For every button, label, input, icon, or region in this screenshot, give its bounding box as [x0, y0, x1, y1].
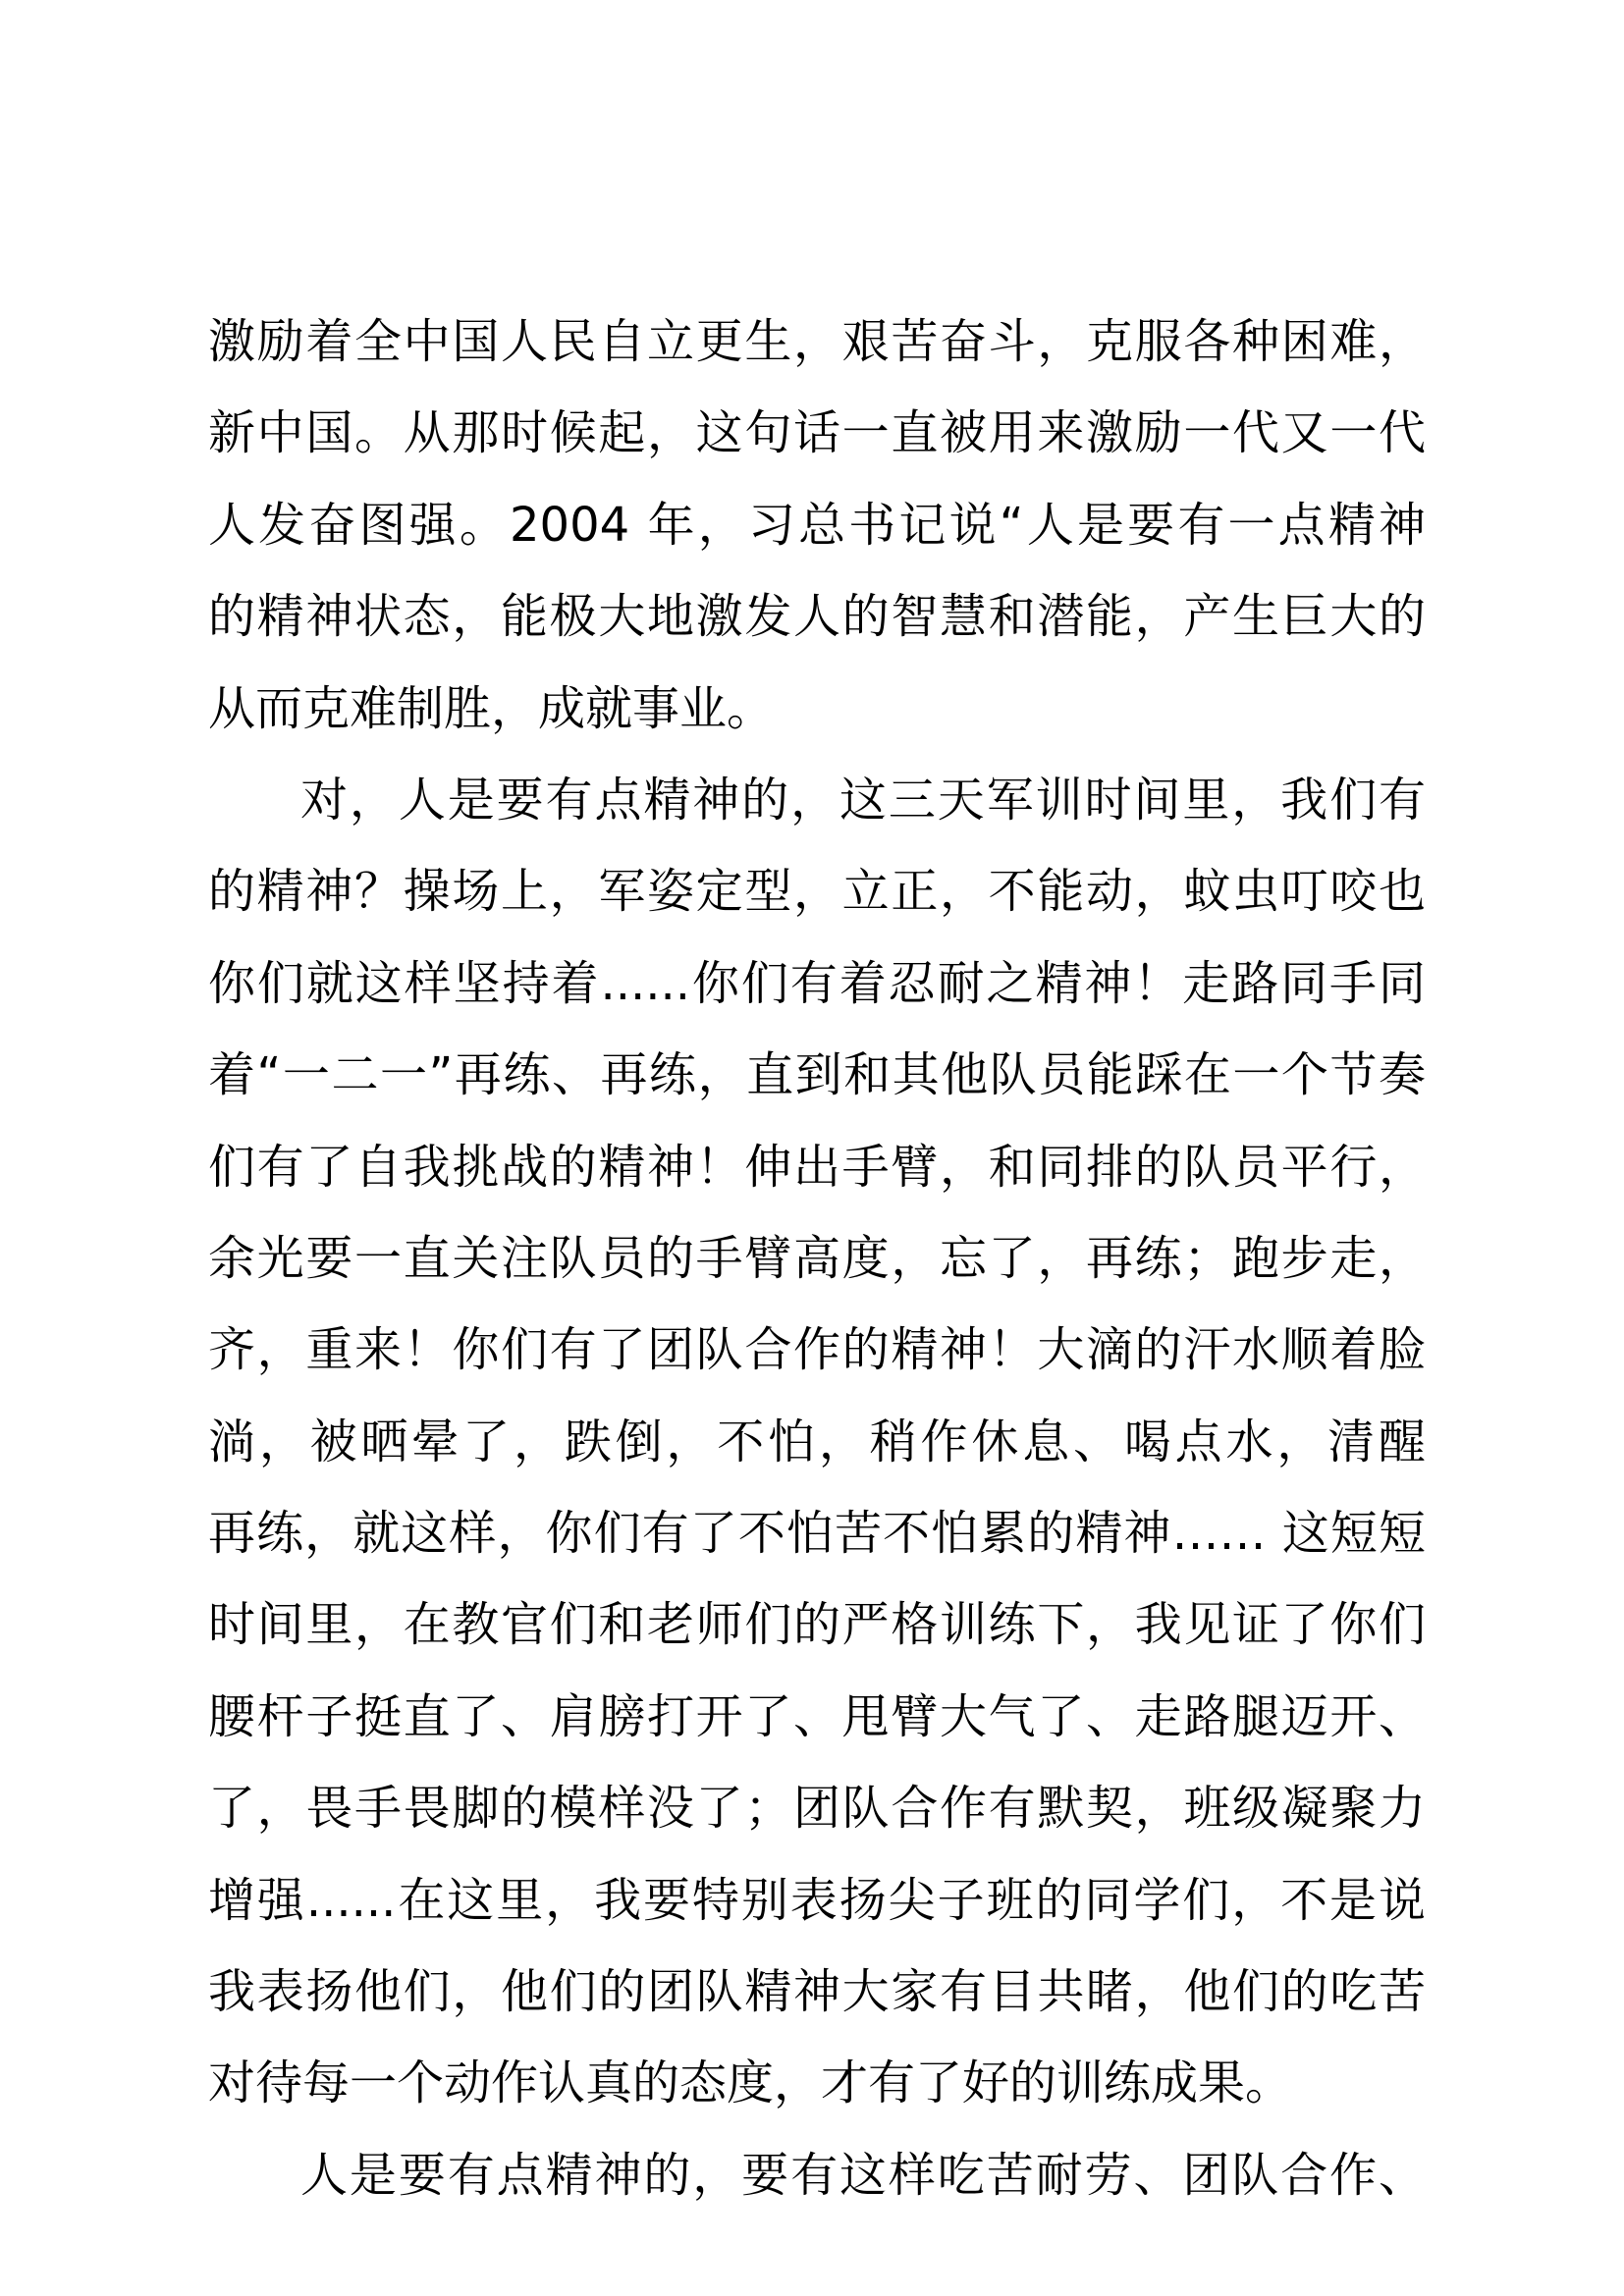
- text-line: 腰杆子挺直了、肩膀打开了、甩臂大气了、走路腿迈开、: [208, 1688, 1426, 1744]
- text-line: 淌，被晒晕了，跌倒，不怕，稍作休息、喝点水，清醒: [208, 1414, 1426, 1469]
- text-line: 了，畏手畏脚的模样没了；团队合作有默契，班级凝聚力: [208, 1781, 1426, 1837]
- text-line: 新中国。从那时候起，这句话一直被用来激励一代又一代: [208, 405, 1426, 461]
- body-text: [208, 296, 1426, 2221]
- text-line: 人发奋图强。2004 年，习总书记说“人是要有一点精神: [208, 497, 1426, 553]
- text-line: 从而克难制胜，成就事业。: [208, 680, 775, 736]
- text-line: 你们就这样坚持着......你们有着忍耐之精神！走路同手同: [208, 955, 1426, 1011]
- text-line: 时间里，在教官们和老师们的严格训练下，我见证了你们: [208, 1597, 1426, 1653]
- text-line: 的精神状态，能极大地激发人的智慧和潜能，产生巨大的: [208, 589, 1426, 645]
- text-line: 激励着全中国人民自立更生，艰苦奋斗，克服各种困难，: [208, 314, 1426, 369]
- text-line: 我表扬他们，他们的团队精神大家有目共睹，他们的吃苦: [208, 1964, 1426, 2020]
- text-line: 余光要一直关注队员的手臂高度，忘了，再练；跑步走，: [208, 1230, 1426, 1286]
- text-line: 齐，重来！你们有了团队合作的精神！大滴的汗水顺着脸: [208, 1322, 1426, 1378]
- text-line: 对待每一个动作认真的态度，才有了好的训练成果。: [208, 2056, 1293, 2111]
- text-line: 着“一二一”再练、再练，直到和其他队员能踩在一个节奏: [208, 1047, 1426, 1103]
- text-line: 增强......在这里，我要特别表扬尖子班的同学们，不是说: [208, 1872, 1426, 1928]
- text-line: 对，人是要有点精神的，这三天军训时间里，我们有: [300, 772, 1426, 828]
- text-line: 的精神？操场上，军姿定型，立正，不能动，蚊虫叮咬也: [208, 864, 1426, 920]
- text-line: 再练，就这样，你们有了不怕苦不怕累的精神…… 这短短: [208, 1506, 1426, 1562]
- text-line: 们有了自我挑战的精神！伸出手臂，和同排的队员平行，: [208, 1139, 1426, 1195]
- text-line: 人是要有点精神的，要有这样吃苦耐劳、团队合作、: [300, 2147, 1426, 2203]
